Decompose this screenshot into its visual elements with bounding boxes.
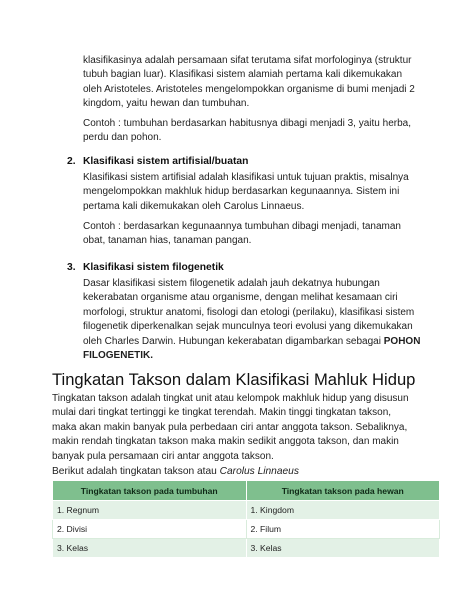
table-header-plants: Tingkatan takson pada tumbuhan: [53, 481, 247, 501]
table-row: [53, 539, 440, 558]
table-cell: 3. Kelas: [246, 539, 440, 558]
item-3-body: [83, 277, 423, 363]
section-heading: Tingkatan Takson dalam Klasifikasi Mahluk Hidup: [52, 370, 416, 389]
list-title: Klasifikasi sistem filogenetik: [83, 262, 224, 273]
table-cell: 3. Kelas: [53, 539, 247, 558]
item-2-body: Klasifikasi sistem artifisial adalah klasifikasi untuk tujuan praktis, misalnya mengelompokkan makhluk hidup berdasarkan kegunaannya. Sistem ini pertama kali dikemukakan oleh Carolus Linnaeus.: [83, 172, 409, 212]
list-number: 2.: [67, 156, 76, 167]
table-cell: 2. Divisi: [53, 520, 247, 539]
list-item-3-heading: [67, 262, 224, 273]
table-row: [53, 520, 440, 539]
caption-italic: Carolus Linnaeus: [219, 466, 299, 477]
item-3-body-text: Dasar klasifikasi sistem filogenetik adalah jauh dekatnya hubungan kekerabatan organisme atau organisme, dengan melihat kesamaan ciri morfologi, struktur anatomi, fisologi dan etologi (perilaku), klasifikasi sistem filogenetik diperkenalkan sejak munculnya teori evolusi yang dikemukakan oleh Charles Darwin. Hubungan kekerabatan digambarkan sebagai: [83, 278, 415, 347]
taxon-table: [52, 480, 440, 558]
section-body: Tingkatan takson adalah tingkat unit atau kelompok makhluk hidup yang disusun mulai dari tingkat tertinggi ke tingkat terendah. Makin tinggi tingkatan takson, maka akan makin banyak pula perbedaan ciri antar anggota takson. Sebaliknya, makin rendah tingkatan takson maka makin sedikit anggota takson, dan makin banyak pula persamaan ciri antar anggota takson.: [52, 393, 409, 462]
list-number: 3.: [67, 262, 76, 273]
item-3-body-bold: POHON FILOGENETIK.: [83, 335, 421, 362]
table-cell: 2. Filum: [246, 520, 440, 539]
table-cell: 1. Kingdom: [246, 501, 440, 520]
caption-text: Berikut adalah tingkatan takson atau: [52, 466, 220, 477]
table-row: [53, 501, 440, 520]
table-cell: 1. Regnum: [53, 501, 247, 520]
table-header-animals: Tingkatan takson pada hewan: [246, 481, 440, 501]
intro-example: Contoh : tumbuhan berdasarkan habitusnya dibagi menjadi 3, yaitu herba, perdu dan pohon.: [83, 118, 411, 144]
list-title: Klasifikasi sistem artifisial/buatan: [83, 156, 249, 167]
table-caption: [52, 466, 299, 477]
table-header-row: [53, 481, 440, 501]
intro-paragraph: klasifikasinya adalah persamaan sifat terutama sifat morfologinya (struktur tubuh bagian luar). Klasifikasi sistem alamiah pertama kali dikemukakan oleh Aristoteles. Aristoteles mengelompokkan organisme di bumi menjadi 2 kingdom, yaitu hewan dan tumbuhan.: [83, 55, 415, 110]
item-2-example: Contoh : berdasarkan kegunaannya tumbuhan dibagi menjadi, tanaman obat, tanaman hias, tanaman pangan.: [83, 221, 401, 247]
list-item-2-heading: [67, 156, 248, 167]
